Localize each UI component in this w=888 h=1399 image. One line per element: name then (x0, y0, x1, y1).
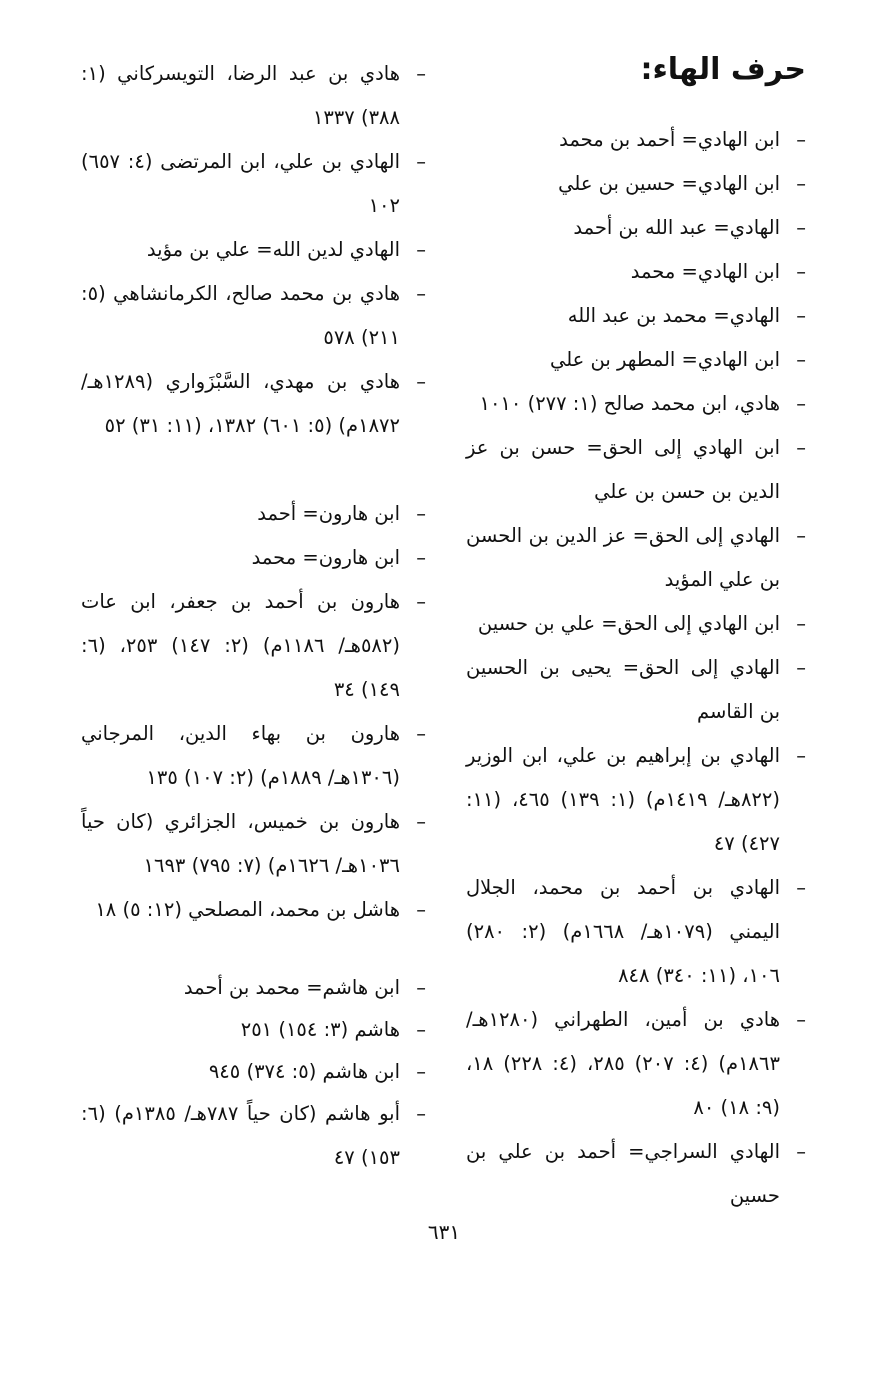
index-entry: – هادي بن عبد الرضا، التويسركاني (١: ٣٨٨) ١٣٣٧ (81, 52, 426, 140)
index-entry: – ابن الهادي إلى الحق= علي بن حسين (466, 602, 806, 646)
entry-text: ابن الهادي= حسين بن علي (558, 172, 780, 195)
right-column (466, 0, 806, 1207)
entry-text: ابن الهادي= محمد (630, 260, 780, 283)
section-heading: حرف الهاء: (640, 52, 806, 87)
entry-text: ابن الهادي إلى الحق= حسن بن عز الدين بن حسن بن علي (466, 436, 780, 503)
index-entry: – هادي، ابن محمد صالح (١: ٢٧٧) ١٠١٠ (466, 382, 806, 426)
entry-text: الهادي السراجي= أحمد بن علي بن حسين (466, 1140, 780, 1207)
entry-text: الهادي إلى الحق= يحيى بن الحسين بن القاسم (466, 656, 780, 723)
entry-text: ابن هاشم (٥: ٣٧٤) ٩٤٥ (208, 1060, 400, 1083)
index-entry: – الهادي= عبد الله بن أحمد (466, 206, 806, 250)
index-entry: – ابن الهادي= محمد (466, 250, 806, 294)
index-entry: – أبو هاشم (كان حياً ٧٨٧هـ/ ١٣٨٥م) (٦: ١٥٣) ٤٧ (81, 1092, 426, 1180)
index-entry: – ابن هارون= محمد (81, 536, 426, 580)
index-entry: – هادي بن محمد صالح، الكرمانشاهي (٥: ٢١١) ٥٧٨ (81, 272, 426, 360)
entry-text: الهادي= عبد الله بن أحمد (573, 216, 780, 239)
index-entry: – ابن هارون= أحمد (81, 492, 426, 536)
entry-text: الهادي بن علي، ابن المرتضى (٤: ٦٥٧) ١٠٢ (81, 150, 400, 217)
index-entry: – الهادي بن أحمد بن محمد، الجلال اليمني (١٠٧٩هـ/ ١٦٦٨م) (٢: ٢٨٠) ١٠٦، (١١: ٣٤٠) ٨٤٨ (466, 866, 806, 998)
index-entry: – ابن الهادي= المطهر بن علي (466, 338, 806, 382)
entry-text: ابن الهادي= المطهر بن علي (549, 348, 780, 371)
entry-text: هاشل بن محمد، المصلحي (١٢: ٥) ١٨ (95, 898, 400, 921)
entry-text: هادي بن أمين، الطهراني (١٢٨٠هـ/ ١٨٦٣م) (٤: ٢٠٧) ٢٨٥، (٤: ٢٢٨) ١٨، (٩: ١٨) ٨٠ (466, 1008, 780, 1119)
index-entry: – ابن الهادي إلى الحق= حسن بن عز الدين بن حسن بن علي (466, 426, 806, 514)
entry-text: ابن الهادي= أحمد بن محمد (559, 128, 780, 151)
index-entry: – ابن هاشم= محمد بن أحمد (81, 966, 426, 1010)
entry-text: هادي، ابن محمد صالح (١: ٢٧٧) ١٠١٠ (479, 392, 780, 415)
entry-text: الهادي بن إبراهيم بن علي، ابن الوزير (٨٢٢هـ/ ١٤١٩م) (١: ١٣٩) ٤٦٥، (١١: ٤٢٧) ٤٧ (466, 744, 780, 855)
index-entry: – هارون بن أحمد بن جعفر، ابن عات (٥٨٢هـ/ ١١٨٦م) (٢: ١٤٧) ٢٥٣، (٦: ١٤٩) ٣٤ (81, 580, 426, 712)
entry-text: ابن الهادي إلى الحق= علي بن حسين (477, 612, 780, 635)
page-number: ٦٣١ (427, 1220, 461, 1244)
index-entry: – ابن الهادي= حسين بن علي (466, 162, 806, 206)
entry-text: ابن هاشم= محمد بن أحمد (183, 976, 400, 999)
index-entry: – الهادي بن علي، ابن المرتضى (٤: ٦٥٧) ١٠٢ (81, 140, 426, 228)
entry-text: هاشم (٣: ١٥٤) ٢٥١ (240, 1018, 400, 1041)
index-entry: – هارون بن خميس، الجزائري (كان حياً ١٠٣٦هـ/ ١٦٢٦م) (٧: ٧٩٥) ١٦٩٣ (81, 800, 426, 888)
entry-text: هادي بن محمد صالح، الكرمانشاهي (٥: ٢١١) ٥٧٨ (81, 282, 400, 349)
left-column (81, 0, 426, 1200)
entry-text: هارون بن بهاء الدين، المرجاني (١٣٠٦هـ/ ١٨٨٩م) (٢: ١٠٧) ١٣٥ (81, 722, 400, 789)
entry-text: ابن هارون= أحمد (257, 502, 400, 525)
index-entry: – الهادي بن إبراهيم بن علي، ابن الوزير (٨٢٢هـ/ ١٤١٩م) (١: ١٣٩) ٤٦٥، (١١: ٤٢٧) ٤٧ (466, 734, 806, 866)
index-entry: – ابن هاشم (٥: ٣٧٤) ٩٤٥ (81, 1050, 426, 1094)
index-entry: – الهادي= محمد بن عبد الله (466, 294, 806, 338)
entry-text: هارون بن أحمد بن جعفر، ابن عات (٥٨٢هـ/ ١١٨٦م) (٢: ١٤٧) ٢٥٣، (٦: ١٤٩) ٣٤ (81, 590, 400, 701)
entry-text: هادي بن عبد الرضا، التويسركاني (١: ٣٨٨) ١٣٣٧ (81, 62, 400, 129)
entry-text: الهادي لدين الله= علي بن مؤيد (146, 238, 400, 261)
index-entry: – هادي بن أمين، الطهراني (١٢٨٠هـ/ ١٨٦٣م) (٤: ٢٠٧) ٢٨٥، (٤: ٢٢٨) ١٨، (٩: ١٨) ٨٠ (466, 998, 806, 1130)
index-entry: – الهادي لدين الله= علي بن مؤيد (81, 228, 426, 272)
index-entry: – الهادي السراجي= أحمد بن علي بن حسين (466, 1130, 806, 1218)
index-entry: – هادي بن مهدي، السَّبْزَواري (١٢٨٩هـ/ ١٨٧٢م) (٥: ٦٠١) ١٣٨٢، (١١: ٣١) ٥٢ (81, 360, 426, 448)
entry-text: الهادي بن أحمد بن محمد، الجلال اليمني (١٠٧٩هـ/ ١٦٦٨م) (٢: ٢٨٠) ١٠٦، (١١: ٣٤٠) ٨٤٨ (466, 876, 780, 987)
index-entry: – ابن الهادي= أحمد بن محمد (466, 118, 806, 162)
index-entry: – هاشل بن محمد، المصلحي (١٢: ٥) ١٨ (81, 888, 426, 932)
entry-text: أبو هاشم (كان حياً ٧٨٧هـ/ ١٣٨٥م) (٦: ١٥٣) ٤٧ (81, 1102, 400, 1169)
entry-text: الهادي إلى الحق= عز الدين بن الحسن بن علي المؤيد (466, 524, 780, 591)
index-entry: – الهادي إلى الحق= عز الدين بن الحسن بن علي المؤيد (466, 514, 806, 602)
index-entry: – هاشم (٣: ١٥٤) ٢٥١ (81, 1008, 426, 1052)
entry-text: هادي بن مهدي، السَّبْزَواري (١٢٨٩هـ/ ١٨٧٢م) (٥: ٦٠١) ١٣٨٢، (١١: ٣١) ٥٢ (81, 370, 400, 437)
entry-text: الهادي= محمد بن عبد الله (567, 304, 780, 327)
entry-text: ابن هارون= محمد (251, 546, 400, 569)
index-entry: – هارون بن بهاء الدين، المرجاني (١٣٠٦هـ/ ١٨٨٩م) (٢: ١٠٧) ١٣٥ (81, 712, 426, 800)
index-entry: – الهادي إلى الحق= يحيى بن الحسين بن القاسم (466, 646, 806, 734)
entry-text: هارون بن خميس، الجزائري (كان حياً ١٠٣٦هـ/ ١٦٢٦م) (٧: ٧٩٥) ١٦٩٣ (81, 810, 400, 877)
